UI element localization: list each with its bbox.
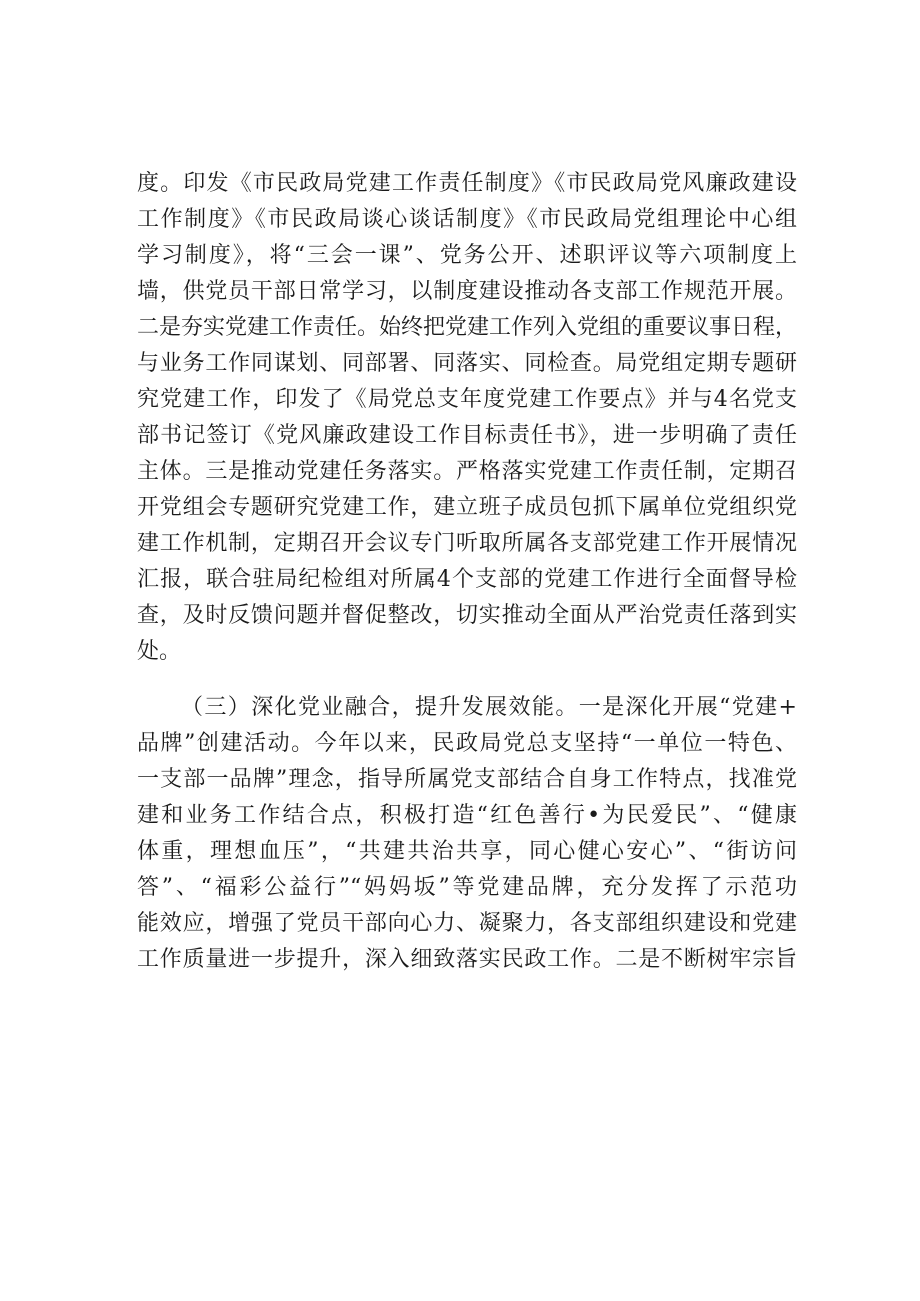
text-line: 体重，理想血压”，“共建共治共享，同心健心安心”、“街访问 [137,839,797,864]
text-line: 品牌”创建活动。今年以来，民政局党总支坚持“一单位一特色、 [137,731,797,756]
text-line: 度。印发《市民政局党建工作责任制度》《市民政局党风廉政建设 [137,171,797,196]
text-line: 汇报，联合驻局纪检组对所属4个支部的党建工作进行全面督导检 [137,567,797,592]
text-line: 工作质量进一步提升，深入细致落实民政工作。二是不断树牢宗旨 [137,947,797,972]
text-line: 建工作机制，定期召开会议专门听取所属各支部党建工作开展情况 [137,531,797,556]
paragraph-party-responsibility [137,166,797,670]
text-line: （三）深化党业融合，提升发展效能。一是深化开展“党建+ [181,695,797,720]
text-line: 与业务工作同谋划、同部署、同落实、同检查。局党组定期专题研 [137,351,797,376]
text-line: 学习制度》，将“三会一课”、党务公开、述职评议等六项制度上 [137,243,797,268]
paragraph-party-business-integration [137,690,797,978]
text-line: 答”、“福彩公益行”“妈妈坂”等党建品牌，充分发挥了示范功 [137,875,797,900]
document-body [137,166,797,978]
text-line: 建和业务工作结合点，积极打造“红色善行•为民爱民”、“健康 [137,803,797,828]
text-line: 一支部一品牌”理念，指导所属党支部结合自身工作特点，找准党 [137,767,797,792]
text-line: 工作制度》《市民政局谈心谈话制度》《市民政局党组理论中心组 [137,207,797,232]
text-line: 查，及时反馈问题并督促整改，切实推动全面从严治党责任落到实 [137,603,797,628]
text-line: 开党组会专题研究党建工作，建立班子成员包抓下属单位党组织党 [137,495,797,520]
text-line: 处。 [137,639,182,664]
text-line: 墙，供党员干部日常学习，以制度建设推动各支部工作规范开展。 [137,279,797,304]
text-line: 部书记签订《党风廉政建设工作目标责任书》，进一步明确了责任 [137,423,797,448]
text-line: 二是夯实党建工作责任。始终把党建工作列入党组的重要议事日程， [137,315,798,340]
text-line: 能效应，增强了党员干部向心力、凝聚力，各支部组织建设和党建 [137,911,797,936]
text-line: 主体。三是推动党建任务落实。严格落实党建工作责任制，定期召 [137,459,797,484]
text-line: 究党建工作，印发了《局党总支年度党建工作要点》并与4名党支 [137,387,797,412]
